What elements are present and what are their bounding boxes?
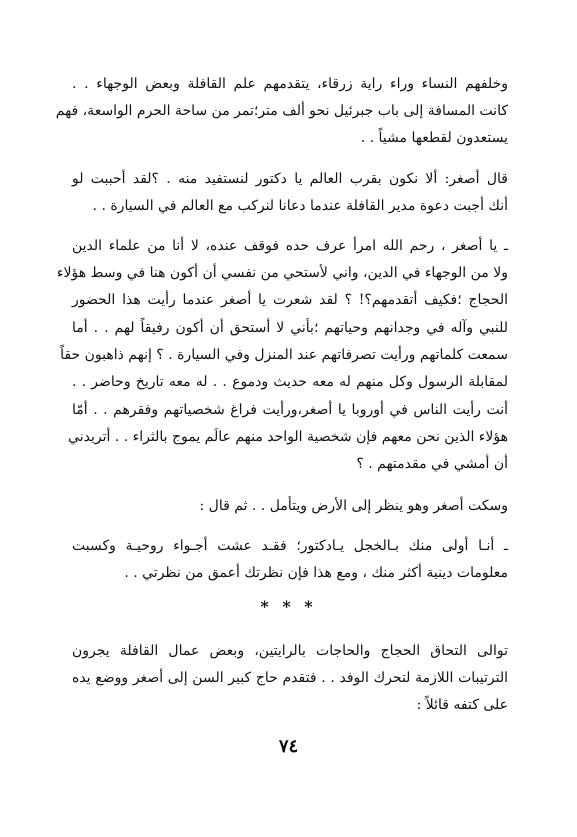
text-line: ـ يا أصغر ، رحم الله امرأ عرف حده فوقف عنده، لا أنا من علماء الدين [72,238,508,254]
page-number: ٧٤ [278,736,299,757]
section-separator: * * * [260,597,317,616]
text-line: الترتيبات اللازمة لتحرك الوفد . . فتقدم حاج كبير السن إلى أصغر ووضع يده [72,670,508,686]
text-line: سمعت كلماتهم ورأيت تصرفاتهم عند المنزل وفي السيارة . ؟ إنهم ذاهبون حقاً [60,347,508,363]
text-line: أنت رأيت الناس في أوروبا يا أصغر،ورأيت فراغ شخصياتهم وفقرهم . . أمّا [72,402,508,418]
text-line: يستعدون لقطعها مشياً . . [360,130,508,146]
text-line: قال أصغر: ألا نكون بقرب العالم يا دكتور لنستفيد منه . ؟لقد أحببت لو [72,171,508,187]
text-line: وسكت أصغر وهو ينظر إلى الأرض ويتأمل . . ثم قال : [199,498,508,514]
text-line: ـ أنـا أولى منك بـالخجل يـادكتور؛ فقـد عشت أجـواء روحيـة وكسبت [72,538,508,554]
text-line: كانت المسافة إلى باب جبرئيل نحو ألف متر؛تمر من ساحة الحرم الواسعة، فهم [55,103,508,119]
text-line: للنبي وآله في وجدانهم وحياتهم ؛بأني لا أستحق أن أكون رفيقاً لهم . . أما [72,320,508,336]
text-line: معلومات دينية أكثر منك ، ومع هذا فإن نظرتك أعمق من نظرتي . . [124,565,508,581]
text-line: لمقابلة الرسول وكل منهم له معه حديث ودموع . . له معه تاريخ وحاضر . . [72,374,508,390]
text-line: ولا من الوجهاء في الدين، واني لأستحي من نفسي أن أكون هنا في وسط هؤلاء [56,265,508,281]
text-line: توالى التحاق الحجاج والحاجات بالرايتين، وبعض عمال القافلة يجرون [72,643,508,659]
text-line: وخلفهم النساء وراء راية زرقاء، يتقدمهم علم القافلة وبعض الوجهاء . . [72,76,508,92]
text-line: هؤلاء الذين نحن معهم فإن شخصية الواحد منهم عالَم يموج بالثراء . . أتريدني [68,429,508,445]
text-line: على كتفه قائلاً : [416,697,508,713]
text-line: أن أمشي في مقدمتهم . ؟ [356,456,508,472]
text-line: الحجاج ؛فكيف أتقدمهم؟! ؟ لقد شعرت يا أصغر عندما رأيت هذا الحضور [72,292,508,308]
text-line: أنك أجبت دعوة مدير القافلة عندما دعانا لنركب مع العالم في السيارة . . [92,198,508,214]
